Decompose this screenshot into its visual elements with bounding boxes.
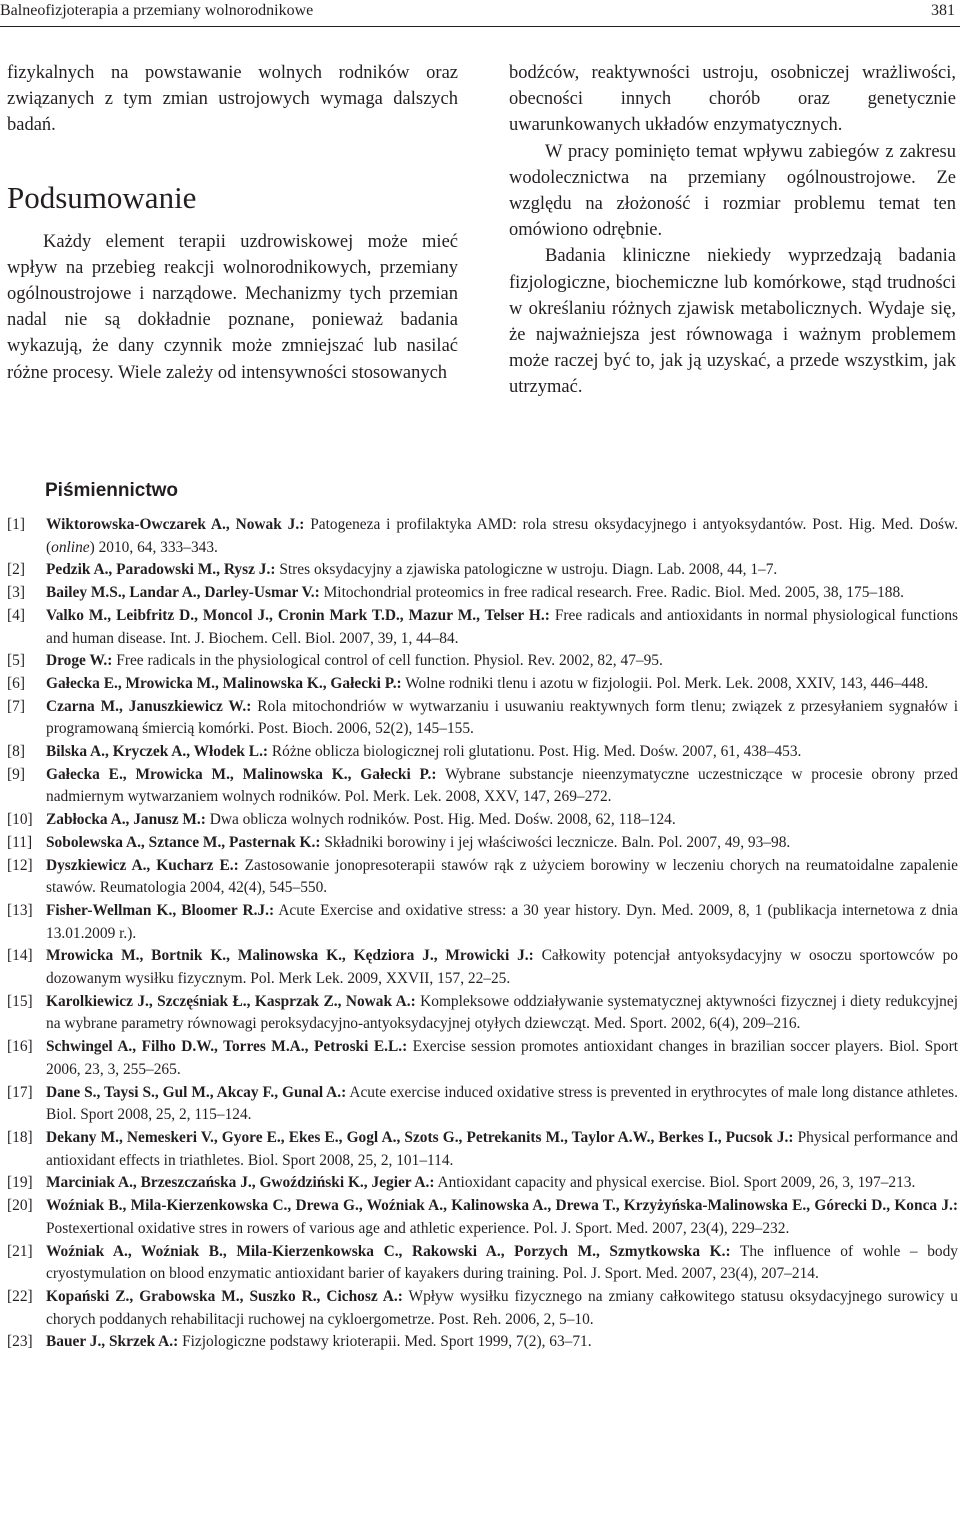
reference-authors: Gałecka E., Mrowicka M., Malinowska K., Gałecki P.: [46, 765, 437, 783]
reference-authors: Czarna M., Januszkiewicz W.: [46, 697, 252, 715]
reference-number: [5] [7, 652, 25, 670]
reference-item [7, 832, 958, 855]
reference-item [7, 809, 958, 832]
reference-item [7, 1172, 958, 1195]
left-column [7, 60, 458, 386]
reference-number: [18] [7, 1128, 33, 1146]
references-list [7, 514, 958, 1354]
reference-text: Acute Exercise and oxidative stress: a 30 year history. Dyn. Med. 2009, 8, 1 (publikacja internetowa z dnia 13.01.2009 r.). [46, 901, 958, 942]
reference-authors: Dekany M., Nemeskeri V., Gyore E., Ekes E., Gogl A., Szots G., Petrekanits M., Taylor A.W., Berkes I., Pucsok J.: [46, 1128, 794, 1146]
reference-authors: Mrowicka M., Bortnik K., Malinowska K., Kędziora J., Mrowicki J.: [46, 947, 534, 965]
reference-text: Mitochondrial proteomics in free radical research. Free. Radic. Biol. Med. 2005, 38, 175–188. [319, 584, 905, 602]
reference-number: [21] [7, 1242, 33, 1260]
reference-item [7, 514, 958, 559]
reference-authors: Bailey M.S., Landar A., Darley-Usmar V.: [46, 584, 320, 602]
reference-number: [2] [7, 561, 25, 579]
reference-text: Stres oksydacyjny a zjawiska patologiczne w ustroju. Diagn. Lab. 2008, 44, 1–7. [275, 561, 778, 579]
reference-authors: Dane S., Taysi S., Gul M., Akcay F., Gunal A.: [46, 1083, 347, 1101]
page-number: 381 [931, 2, 955, 19]
reference-item [7, 1195, 958, 1240]
running-title: Balneofizjoterapia a przemiany wolnorodnikowe [0, 2, 314, 19]
reference-item [7, 741, 958, 764]
reference-text: Rola mitochondriów w wytwarzaniu i usuwaniu reaktywnych form tlenu; związek z przesyłaniem sygnałów i programowaną śmiercią komórki. Post. Bioch. 2006, 52(2), 145–155. [46, 697, 959, 738]
reference-text: Acute exercise induced oxidative stress is prevented in erythrocytes of male long distance athletes. Biol. Sport 2008, 25, 2, 115–124. [46, 1083, 958, 1124]
reference-item [7, 650, 958, 673]
reference-number: [15] [7, 992, 33, 1010]
reference-number: [3] [7, 584, 25, 602]
reference-number: [8] [7, 743, 25, 761]
reference-number: [19] [7, 1174, 33, 1192]
references-heading: Piśmiennictwo [45, 480, 179, 501]
reference-authors: Schwingel A., Filho D.W., Torres M.A., Petroski E.L.: [46, 1038, 408, 1056]
reference-text: Wpływ wysiłku fizycznego na zmiany całkowitego statusu oksydacyjnego surowicy u chorych poddanych rehabilitacji ruchowej na cykloergometrze. Post. Reh. 2006, 2, 5–10. [46, 1287, 958, 1328]
reference-number: [13] [7, 901, 33, 919]
reference-item [7, 582, 958, 605]
right-column [509, 60, 956, 401]
reference-text: The influence of wohle – body cryostymulation on blood enzymatic antioxidant barier of kayakers during training. Pol. J. Sport. Med. 2007, 23(4), 207–214. [46, 1242, 959, 1283]
reference-text: Wolne rodniki tlenu i azotu w fizjologii. Pol. Merk. Lek. 2008, XXIV, 143, 446–448. [401, 674, 929, 692]
reference-text: Free radicals in the physiological control of cell function. Physiol. Rev. 2002, 82, 47–95. [112, 652, 663, 670]
reference-number: [22] [7, 1287, 33, 1305]
reference-authors: Fisher-Wellman K., Bloomer R.J.: [46, 901, 275, 919]
reference-item [7, 605, 958, 650]
reference-number: [1] [7, 516, 25, 533]
right-paragraph-3: Badania kliniczne niekiedy wyprzedzają badania fizjologiczne, biochemiczne lub komórkowe, stąd trudności w określaniu różnych zjawisk metabolicznych. Wydaje się, że najważniejsza jest równowaga i ważnym problemem może raczej być to, jak ją uzyskać, a przede wszystkim, jak utrzymać. [509, 246, 956, 398]
reference-authors: Woźniak A., Woźniak B., Mila-Kierzenkowska C., Rakowski A., Porzych M., Szmytkowska K.: [46, 1242, 731, 1260]
reference-authors: Woźniak B., Mila-Kierzenkowska C., Drewa G., Woźniak A., Kalinowska A., Drewa T., Krzyżyńska-Malinowska E., Górecki D., Konca J.: [46, 1197, 958, 1215]
right-paragraph-2: W pracy pominięto temat wpływu zabiegów z zakresu wodolecznictwa na przemiany ogólnoustrojowe. Ze względu na złożoność i rozmiar problemu temat ten omówiono odrębnie. [509, 141, 956, 241]
reference-item [7, 764, 958, 809]
reference-text: Różne oblicza biologicznej roli glutationu. Post. Hig. Med. Dośw. 2007, 61, 438–453. [268, 743, 802, 761]
reference-item [7, 559, 958, 582]
reference-authors: Bauer J., Skrzek A.: [46, 1333, 179, 1351]
page-header [0, 0, 960, 27]
reference-number: [12] [7, 856, 33, 874]
reference-authors: Bilska A., Kryczek A., Włodek L.: [46, 743, 269, 761]
reference-text: Całkowity potencjał antyoksydacyjny w osoczu sportowców po dozowanym wysiłku fizycznym. Pol. Merk Lek. 2009, XXVII, 157, 22–25. [46, 947, 959, 988]
reference-authors: Dyszkiewicz A., Kucharz E.: [46, 856, 239, 874]
reference-item [7, 945, 958, 990]
reference-number: [11] [7, 833, 33, 851]
reference-item [7, 1241, 958, 1286]
reference-number: [6] [7, 674, 25, 692]
reference-text: Free radicals and antioxidants in normal physiological functions and human disease. Int. J. Biochem. Cell. Biol. 2007, 39, 1, 44–84. [46, 606, 959, 647]
reference-authors: Pedzik A., Paradowski M., Rysz J.: [46, 561, 276, 579]
reference-item [7, 673, 958, 696]
reference-authors: Kopański Z., Grabowska M., Suszko R., Cichosz A.: [46, 1287, 403, 1305]
reference-italic: online [51, 538, 90, 556]
reference-text: Postexertional oxidative stres in rowers of various age and athletic experience. Pol. J. Sport. Med. 2007, 23(4), 229–232. [46, 1219, 790, 1237]
reference-text: Exercise session promotes antioxidant changes in brazilian soccer players. Biol. Sport 2006, 23, 3, 255–265. [46, 1038, 958, 1078]
reference-item [7, 1331, 958, 1354]
reference-item [7, 696, 958, 741]
reference-text: Zastosowanie jonopresoterapii stawów rąk z użyciem borowiny w leczeniu chorych na reumatoidalne zapalenie stawów. Reumatologia 2004, 42(4), 545–550. [46, 856, 958, 897]
reference-number: [17] [7, 1083, 33, 1101]
reference-item [7, 1127, 958, 1172]
reference-item [7, 855, 958, 900]
reference-item [7, 991, 958, 1036]
reference-authors: Droge W.: [46, 652, 113, 670]
reference-number: [16] [7, 1038, 33, 1056]
reference-authors: Valko M., Leibfritz D., Moncol J., Cronin Mark T.D., Mazur M., Telser H.: [46, 606, 550, 624]
reference-authors: Sobolewska A., Sztance M., Pasternak K.: [46, 833, 321, 851]
reference-number: [20] [7, 1197, 33, 1215]
reference-number: [4] [7, 606, 25, 624]
reference-number: [9] [7, 765, 25, 783]
reference-text: Antioxidant capacity and physical exercise. Biol. Sport 2009, 26, 3, 197–213. [434, 1174, 916, 1192]
reference-number: [14] [7, 947, 33, 965]
intro-paragraph: fizykalnych na powstawanie wolnych rodników oraz związanych z tym zmian ustrojowych wymaga dalszych badań. [7, 63, 458, 136]
reference-number: [23] [7, 1333, 33, 1351]
reference-text: Physical performance and antioxidant effects in triathletes. Biol. Sport 2008, 25, 2, 101–114. [46, 1128, 958, 1169]
reference-text-continued: ) 2010, 64, 333–343. [89, 538, 218, 556]
reference-text: Patogeneza i profilaktyka AMD: rola stresu oksydacyjnego i antyoksydantów. Post. Hig. Med. Dośw. ( [46, 516, 958, 556]
reference-number: [10] [7, 811, 33, 829]
right-paragraph-1: bodźców, reaktywności ustroju, osobniczej wrażliwości, obecności innych chorób oraz genetycznie uwarunkowanych układów enzymatycznych. [509, 63, 956, 136]
reference-authors: Wiktorowska-Owczarek A., Nowak J.: [46, 516, 305, 533]
summary-paragraph: Każdy element terapii uzdrowiskowej może mieć wpływ na przebieg reakcji wolnorodnikowych, przemiany ogólnoustrojowe i narządowe. Mechanizmy tych przemian nadal nie są dokładnie poznane, ponieważ badania wykazują, że dany czynnik może zmniejszać lub nasilać różne procesy. Wiele zależy od intensywności stosowanych [7, 231, 458, 383]
reference-authors: Zabłocka A., Janusz M.: [46, 811, 206, 829]
reference-text: Składniki borowiny i jej właściwości lecznicze. Baln. Pol. 2007, 49, 93–98. [320, 833, 791, 851]
reference-authors: Gałecka E., Mrowicka M., Malinowska K., Gałecki P.: [46, 674, 402, 692]
reference-item [7, 900, 958, 945]
reference-item [7, 1036, 958, 1081]
section-heading-summary: Podsumowanie [7, 179, 197, 215]
reference-item [7, 1286, 958, 1331]
reference-authors: Karolkiewicz J., Szczęśniak Ł., Kasprzak Z., Nowak A.: [46, 992, 416, 1010]
reference-text: Fizjologiczne podstawy krioterapii. Med. Sport 1999, 7(2), 63–71. [178, 1333, 592, 1351]
references-section [7, 480, 958, 1354]
reference-text: Wybrane substancje nieenzymatyczne uczestniczące w procesie obrony przed nadmiernym wytwarzaniem wolnych rodników. Pol. Merk. Lek. 2008, XXV, 147, 269–272. [46, 765, 959, 806]
reference-number: [7] [7, 697, 25, 715]
reference-item [7, 1082, 958, 1127]
reference-text: Kompleksowe oddziaływanie systematycznej aktywności fizycznej i diety redukcyjnej na wybrane parametry równowagi peroksydacyjno-antyoksydacyjnej otyłych dziewcząt. Med. Sport. 2002, 6(4), 209–216. [46, 992, 958, 1033]
reference-authors: Marciniak A., Brzeszczańska J., Gwoździński K., Jegier A.: [46, 1174, 435, 1192]
reference-text: Dwa oblicza wolnych rodników. Post. Hig. Med. Dośw. 2008, 62, 118–124. [205, 811, 676, 829]
